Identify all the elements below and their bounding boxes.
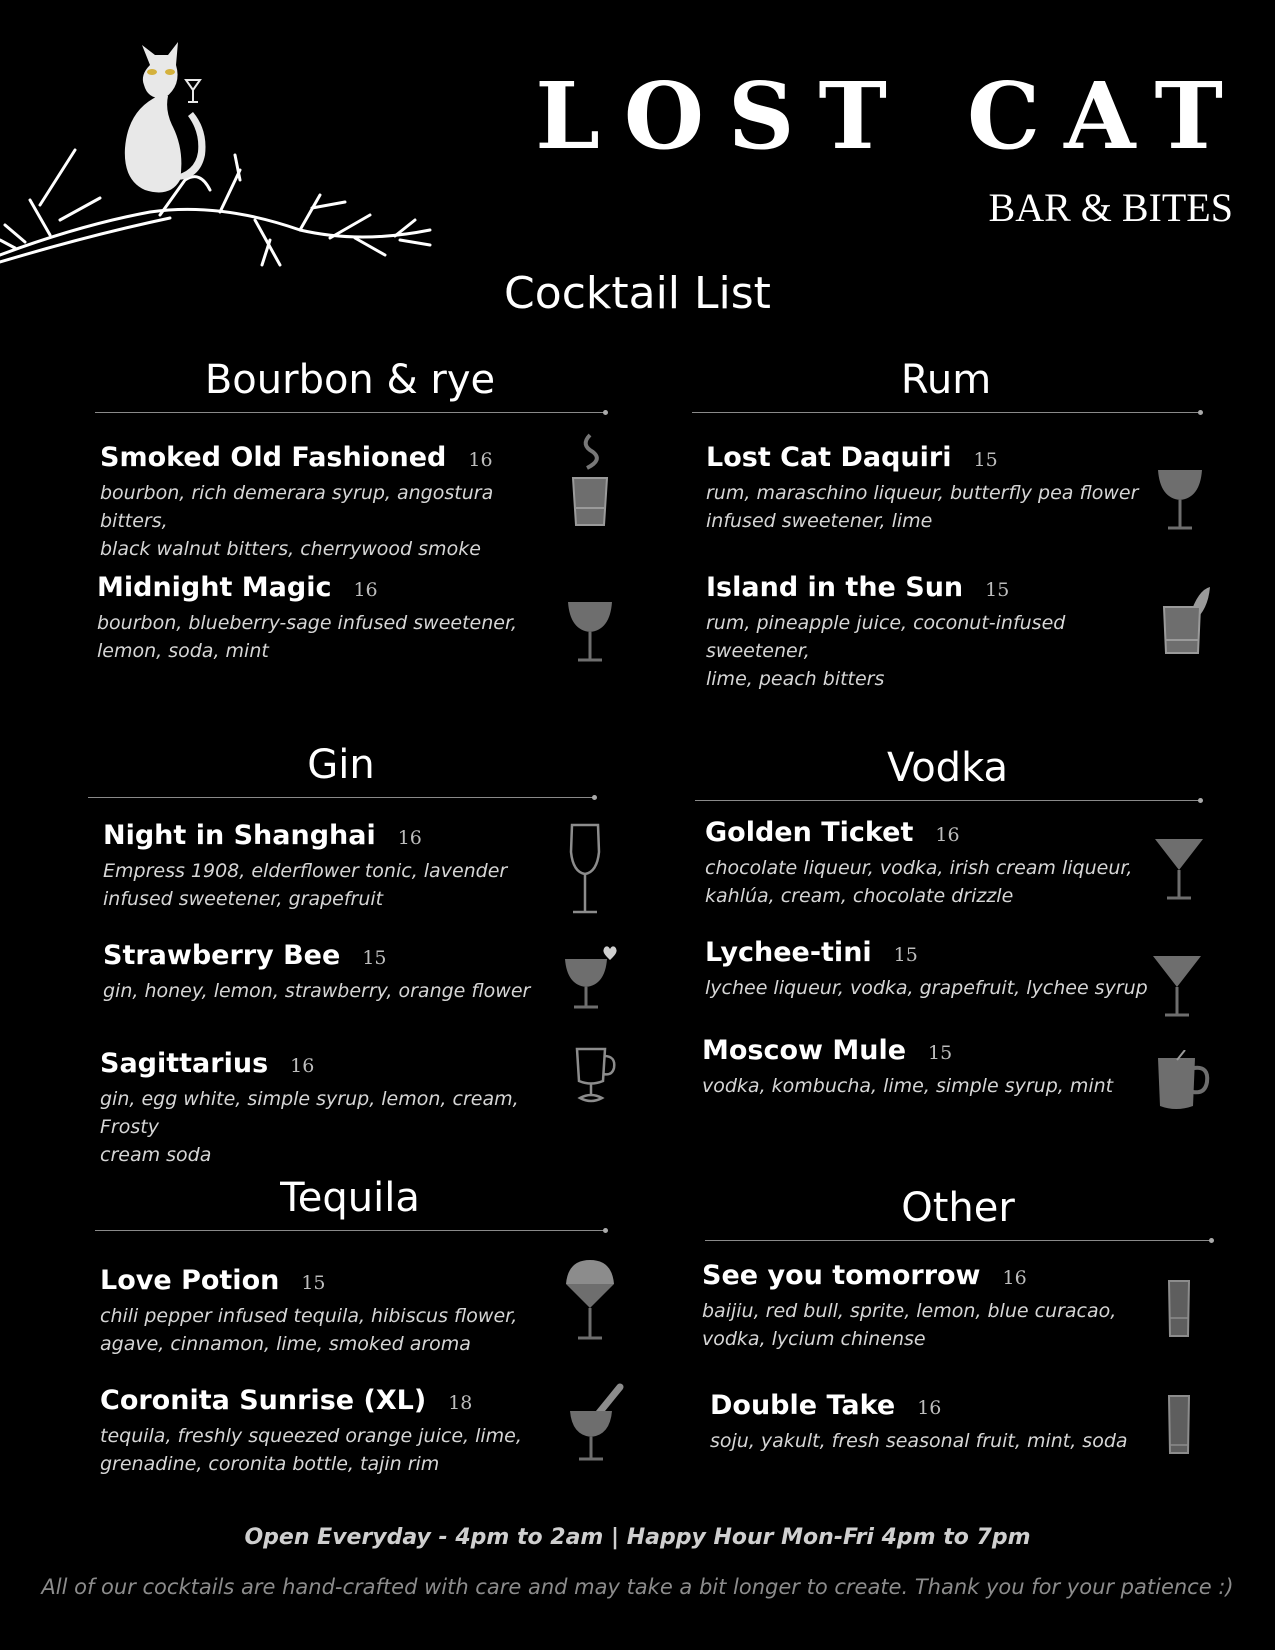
item-name: Midnight Magic — [97, 572, 332, 603]
brand-name: LOST CAT — [535, 62, 1247, 170]
item-price: 16 — [1002, 1267, 1027, 1289]
item-name: Smoked Old Fashioned — [100, 442, 447, 473]
section-divider — [95, 412, 605, 413]
menu-item — [702, 1260, 1152, 1353]
smoked-rocks-glass-icon — [565, 430, 615, 530]
section-title: Tequila — [280, 1175, 420, 1221]
item-price: 15 — [973, 449, 998, 471]
irish-coffee-mug-icon — [572, 1046, 618, 1106]
brand-tagline: BAR & BITES — [988, 185, 1233, 230]
item-description: Empress 1908, elderflower tonic, lavender infused sweetener, grapefruit — [103, 860, 508, 910]
coupe-bottle-icon — [568, 1383, 626, 1463]
item-description: rum, maraschino liqueur, butterfly pea flower infused sweetener, lime — [706, 482, 1139, 532]
item-description: bourbon, rich demerara syrup, angostura bitters, black walnut bitters, cherrywood smoke — [100, 482, 494, 560]
coupe-heart-icon — [563, 945, 617, 1011]
coupe-glass-icon — [565, 598, 615, 664]
section-divider — [88, 797, 594, 798]
item-name: Lost Cat Daquiri — [706, 442, 952, 473]
item-description: baijiu, red bull, sprite, lemon, blue curacao, vodka, lycium chinense — [702, 1300, 1117, 1350]
item-name: Island in the Sun — [706, 572, 964, 603]
coupe-glass-icon — [1155, 466, 1205, 532]
item-description: bourbon, blueberry-sage infused sweetener, lemon, soda, mint — [97, 612, 518, 662]
item-price: 16 — [917, 1397, 942, 1419]
item-price: 16 — [353, 579, 378, 601]
item-name: Strawberry Bee — [103, 940, 341, 971]
section-divider — [695, 800, 1200, 801]
section-tequila — [95, 1175, 605, 1231]
section-vodka — [695, 745, 1200, 801]
wine-glass-icon — [565, 822, 605, 916]
menu-item — [103, 940, 543, 1005]
menu-item — [100, 1385, 550, 1478]
highball-glass-icon — [1166, 1278, 1192, 1340]
item-name: Love Potion — [100, 1265, 280, 1296]
item-description: chili pepper infused tequila, hibiscus flower, agave, cinnamon, lime, smoked aroma — [100, 1305, 518, 1355]
menu-item — [705, 937, 1155, 1002]
item-price: 15 — [301, 1272, 326, 1294]
menu-item — [103, 820, 543, 913]
item-description: gin, egg white, simple syrup, lemon, cream, Frosty cream soda — [100, 1088, 519, 1166]
item-name: Lychee-tini — [705, 937, 872, 968]
section-title: Other — [901, 1185, 1015, 1231]
footer-note: All of our cocktails are hand-crafted with care and may take a bit longer to create. Thank you for your patience :) — [41, 1575, 1234, 1599]
section-title: Rum — [900, 357, 992, 403]
section-gin — [88, 742, 594, 798]
menu-item — [706, 572, 1166, 693]
item-description: soju, yakult, fresh seasonal fruit, mint, soda — [710, 1430, 1128, 1452]
item-name: Golden Ticket — [705, 817, 914, 848]
item-name: Coronita Sunrise (XL) — [100, 1385, 427, 1416]
section-title: Gin — [307, 742, 375, 788]
item-description: chocolate liqueur, vodka, irish cream liqueur, kahlúa, cream, chocolate drizzle — [705, 857, 1133, 907]
item-price: 16 — [468, 449, 493, 471]
item-description: vodka, kombucha, lime, simple syrup, mint — [702, 1075, 1114, 1097]
item-price: 16 — [290, 1055, 315, 1077]
item-name: Double Take — [710, 1390, 896, 1421]
copper-mug-icon — [1155, 1050, 1215, 1112]
cat-on-branch-logo-icon — [0, 30, 440, 270]
menu-item — [705, 817, 1145, 910]
menu-item — [710, 1390, 1150, 1455]
section-divider — [705, 1240, 1211, 1241]
item-description: lychee liqueur, vodka, grapefruit, lychee syrup — [705, 977, 1148, 999]
item-price: 15 — [362, 947, 387, 969]
item-description: rum, pineapple juice, coconut-infused sweetener, lime, peach bitters — [706, 612, 1066, 690]
item-price: 15 — [985, 579, 1010, 601]
menu-item — [702, 1035, 1152, 1100]
item-price: 15 — [928, 1042, 953, 1064]
rocks-glass-leaf-icon — [1160, 585, 1210, 657]
opening-hours: Open Everyday - 4pm to 2am | Happy Hour Mon-Fri 4pm to 7pm — [244, 1525, 1031, 1550]
section-rum — [692, 357, 1200, 413]
page-title: Cocktail List — [504, 268, 771, 319]
menu-item — [97, 572, 537, 665]
menu-item — [100, 1265, 540, 1358]
martini-glass-icon — [1151, 953, 1203, 1019]
item-name: See you tomorrow — [702, 1260, 981, 1291]
item-name: Sagittarius — [100, 1048, 269, 1079]
section-other — [705, 1185, 1211, 1241]
item-name: Night in Shanghai — [103, 820, 376, 851]
item-price: 18 — [448, 1392, 473, 1414]
item-description: gin, honey, lemon, strawberry, orange flower — [103, 980, 531, 1002]
martini-glass-icon — [1153, 836, 1205, 902]
section-divider — [692, 412, 1200, 413]
section-title: Vodka — [886, 745, 1009, 791]
item-price: 16 — [935, 824, 960, 846]
section-divider — [95, 1230, 605, 1231]
section-title: Bourbon & rye — [204, 357, 496, 403]
item-price: 15 — [893, 944, 918, 966]
item-name: Moscow Mule — [702, 1035, 907, 1066]
menu-item — [706, 442, 1146, 535]
item-description: tequila, freshly squeezed orange juice, lime, grenadine, coronita bottle, tajin rim — [100, 1425, 522, 1475]
highball-glass-icon — [1166, 1393, 1192, 1457]
menu-item — [100, 442, 540, 563]
section-bourbon-rye — [95, 357, 605, 413]
domed-cocktail-icon — [564, 1258, 616, 1342]
item-price: 16 — [397, 827, 422, 849]
menu-item — [100, 1048, 550, 1169]
